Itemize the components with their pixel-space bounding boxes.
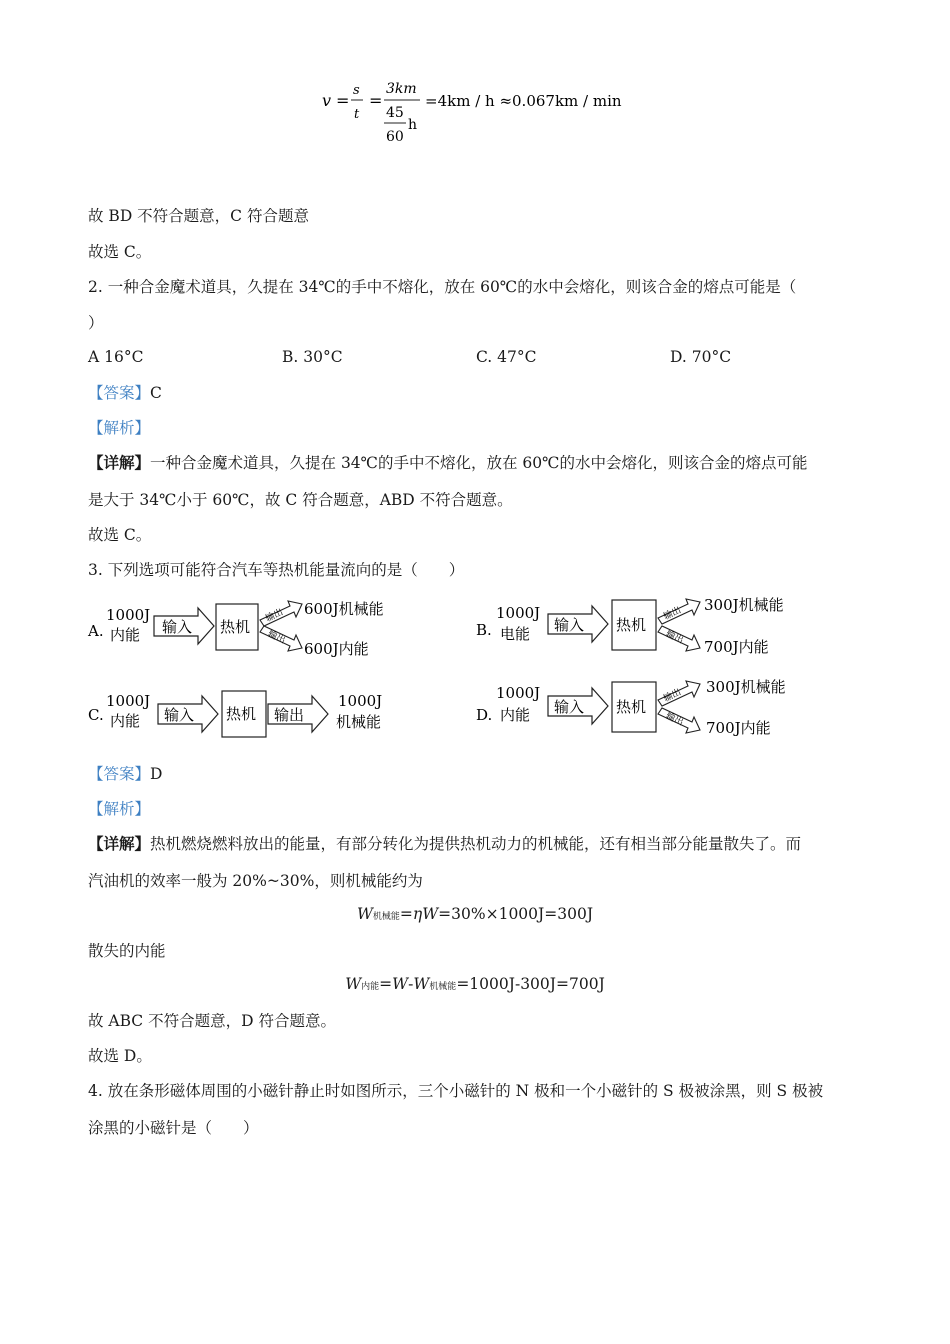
q3-formula1-w: W [356,905,373,923]
q3-analysis-tag: 【解析】 [88,800,151,818]
diagram-d-input-top: 1000J [496,684,541,702]
diagram-a-input-bottom: 内能 [110,626,141,644]
q2-answer-line [88,383,162,403]
diagram-b-input-top: 1000J [496,604,541,622]
q3-formula2-w3: W [413,975,430,993]
diagram-c-out-bottom: 机械能 [336,713,382,731]
diagram-d-svg [474,676,814,748]
q1-choice: 故选 C。 [88,243,152,261]
q3-formula1 [0,905,950,923]
diagram-c-out-arrow-text: 输出 [274,706,305,724]
formula-rest: =4km / h ≈0.067km / min [425,92,622,110]
q2-stem-line2: ） [88,314,104,332]
velocity-formula-svg [322,78,642,150]
q3-answer: D [150,765,163,783]
q3-formula2-sub: 内能 [361,982,380,992]
q3-formula2-sub2: 机械能 [429,982,457,992]
diagram-d-out2-text: 700J内能 [706,719,771,737]
diagram-d-engine: 热机 [616,698,647,716]
diagram-c-out-top: 1000J [338,692,383,710]
q2-detail-line1-row [88,453,808,473]
formula-den-den: 60 [386,129,404,145]
diagram-a [86,596,416,666]
diagram-d-label: D. [476,706,493,724]
q3-formula1-eta: η [412,905,423,923]
q2-detail-line1: 一种合金魔术道具，久提在 34℃的手中不熔化，放在 60℃的水中会熔化，则该合金的熔点可能 [150,454,808,472]
diagram-b-input-bottom: 电能 [500,625,531,643]
q3-formula1-sub: 机械能 [372,912,400,922]
diagram-c-svg [86,686,416,742]
q2-stem-line1: 2. 一种合金魔术道具，久提在 34℃的手中不熔化，放在 60℃的水中会熔化，则该合金的熔点可能是（ [88,278,797,296]
q3-formula2-w: W [345,975,362,993]
diagram-c-label: C. [88,706,104,724]
diagram-a-svg [86,596,416,666]
velocity-formula [322,78,642,154]
q3-formula1-eq: = [399,905,413,923]
diagram-c-input-bottom: 内能 [110,712,141,730]
q2-detail-line2: 是大于 34℃小于 60℃，故 C 符合题意，ABD 不符合题意。 [88,491,513,509]
q3-formula1-rest: =30%×1000J=300J [438,905,594,923]
diagram-c-engine: 热机 [226,705,257,723]
diagram-d-out2-arrow-text: 输出 [664,711,685,728]
q3-detail-line1: 热机燃烧燃料放出的能量，有部分转化为提供热机动力的机械能，还有相当部分能量散失了。而 [150,835,802,853]
diagram-a-out2-arrow-text: 输出 [266,629,287,646]
q3-formula2-rest: =1000J-300J=700J [456,975,605,993]
q3-formula2-minus: - [408,975,414,993]
q3-formula1-w2: W [422,905,439,923]
q3-stem: 3. 下列选项可能符合汽车等热机能量流向的是（ ） [88,561,465,579]
diagram-c-input-top: 1000J [106,692,151,710]
diagram-d [474,676,814,748]
formula-v: v [322,91,332,110]
diagram-a-label: A. [88,622,104,640]
diagram-a-input-top: 1000J [106,606,151,624]
diagram-b-label: B. [476,621,492,639]
formula-h: h [408,117,418,133]
diagram-a-out1-text: 600J机械能 [304,600,384,618]
q2-choice: 故选 C。 [88,526,152,544]
q3-formula2 [0,975,950,993]
q2-detail-tag: 【详解】 [88,453,151,472]
formula-eq2: = [369,91,383,110]
diagram-b-out2-text: 700J内能 [704,638,769,656]
q2-analysis-tag: 【解析】 [88,419,151,437]
formula-t: t [354,107,360,122]
q3-detail-tag: 【详解】 [88,834,151,853]
q2-answer-tag: 【答案】 [88,384,151,402]
formula-s: s [353,83,360,98]
q3-lost-text: 散失的内能 [88,942,166,960]
formula-den-num: 45 [386,105,404,121]
diagram-d-out1-text: 300J机械能 [706,678,786,696]
diagram-d-input-bottom: 内能 [500,706,531,724]
q2-option-b: B. 30°C [282,348,343,366]
q4-stem-line2: 涂黑的小磁针是（ ） [88,1119,259,1137]
diagram-d-out1-arrow-text: 输出 [662,687,683,705]
diagram-a-engine: 热机 [220,618,251,636]
q2-answer: C [150,384,162,402]
q3-formula2-eq: = [379,975,393,993]
diagram-b-out2-arrow-text: 输出 [664,629,685,646]
diagram-a-out1-arrow-text: 输出 [264,607,285,625]
q2-option-d: D. 70°C [670,348,732,366]
formula-eq1: = [336,91,350,110]
q3-choice: 故选 D。 [88,1047,152,1065]
diagram-d-input-arrow-text: 输入 [554,698,585,716]
q2-option-a: A 16°C [88,348,144,366]
q3-detail-line1-row [88,834,801,854]
diagram-c [86,686,416,742]
q3-answer-line [88,764,162,784]
diagram-b-svg [474,594,814,666]
formula-num: 3km [386,81,417,97]
q2-option-c: C. 47°C [476,348,537,366]
diagram-c-input-arrow-text: 输入 [164,706,195,724]
q4-stem-line1: 4. 放在条形磁体周围的小磁针静止时如图所示，三个小磁针的 N 极和一个小磁针的 S 极被涂黑，则 S 极被 [88,1082,824,1100]
q3-detail-line2: 汽油机的效率一般为 20%~30%，则机械能约为 [88,872,423,890]
q3-answer-tag: 【答案】 [88,765,151,783]
diagram-b-out1-text: 300J机械能 [704,596,784,614]
q3-conclusion: 故 ABC 不符合题意，D 符合题意。 [88,1012,336,1030]
diagram-a-out2-text: 600J内能 [304,640,369,658]
diagram-a-input-arrow-text: 输入 [162,618,193,636]
diagram-b-out1-arrow-text: 输出 [662,605,683,623]
q1-conclusion: 故 BD 不符合题意，C 符合题意 [88,207,309,225]
diagram-b [474,594,814,666]
diagram-b-input-arrow-text: 输入 [554,616,585,634]
diagram-b-engine: 热机 [616,616,647,634]
q3-formula2-w2: W [392,975,409,993]
